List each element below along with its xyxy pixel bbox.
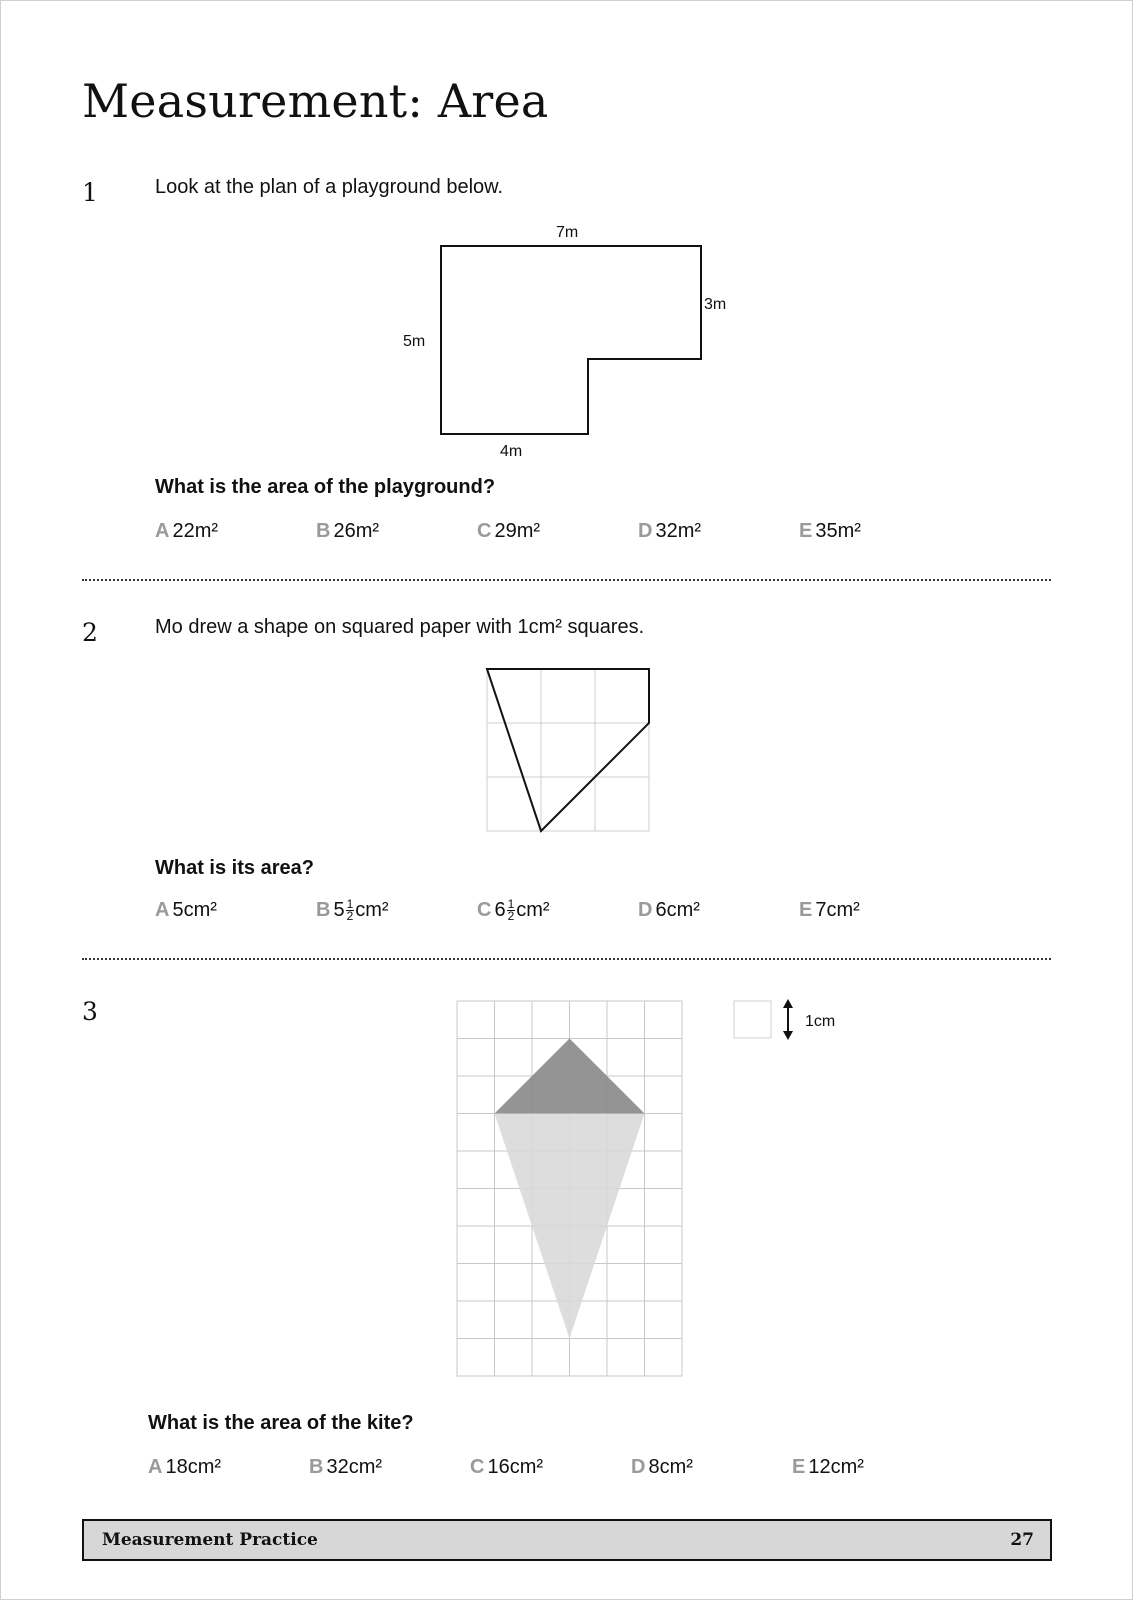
option-letter: D (631, 1456, 646, 1478)
question-2-ask: What is its area? (155, 857, 314, 879)
fraction-denominator: 2 (346, 909, 354, 924)
option-value: 12cm² (808, 1456, 864, 1478)
label-top-7m: 7m (556, 224, 579, 241)
option-letter: E (799, 899, 813, 921)
option-value: 29m² (494, 520, 541, 542)
option-unit: cm² (516, 899, 550, 921)
option-whole: 5 (333, 899, 345, 921)
fraction-numerator: 1 (346, 897, 354, 912)
option-letter: A (148, 1456, 163, 1478)
option-c[interactable] (470, 1456, 543, 1479)
option-value: 18cm² (165, 1456, 222, 1478)
option-value: 32cm² (326, 1456, 383, 1478)
label-bottom-4m: 4m (500, 443, 523, 460)
option-letter: C (477, 520, 492, 542)
option-b[interactable] (309, 1456, 382, 1479)
question-3-number: 3 (82, 997, 98, 1026)
scale-square (734, 1001, 771, 1038)
option-value: 6cm² (655, 899, 700, 921)
option-letter: D (638, 520, 653, 542)
footer-page-number: 27 (1010, 1530, 1034, 1550)
option-value: 5cm² (172, 899, 217, 921)
option-value: 26m² (333, 520, 380, 542)
option-e[interactable] (792, 1456, 864, 1479)
option-value: 32m² (655, 520, 702, 542)
option-letter: A (155, 899, 170, 921)
option-value: 7cm² (815, 899, 860, 921)
question-3-options (148, 1456, 1048, 1486)
option-whole: 6 (494, 899, 506, 921)
option-letter: A (155, 520, 170, 542)
question-2-prompt: Mo drew a shape on squared paper with 1cm² squares. (155, 616, 645, 638)
fraction-numerator: 1 (507, 897, 515, 912)
option-d[interactable] (631, 1456, 693, 1479)
label-left-5m: 5m (403, 333, 426, 350)
option-a[interactable] (148, 1456, 221, 1479)
question-1-ask: What is the area of the playground? (155, 476, 496, 498)
scale-label: 1cm (805, 1013, 836, 1030)
option-value: 35m² (815, 520, 861, 542)
scale-arrow-icon (783, 999, 793, 1040)
option-letter: B (316, 520, 331, 542)
option-value: 22m² (172, 520, 219, 542)
option-letter: C (470, 1456, 485, 1478)
footer-section-label: Measurement Practice (102, 1530, 318, 1550)
option-letter: B (316, 899, 331, 921)
fraction-denominator: 2 (507, 909, 515, 924)
option-letter: E (799, 520, 813, 542)
option-unit: cm² (355, 899, 389, 921)
question-1-prompt: Look at the plan of a playground below. (155, 176, 504, 198)
question-3-ask: What is the area of the kite? (148, 1412, 414, 1434)
option-letter: C (477, 899, 492, 921)
option-value: 16cm² (487, 1456, 544, 1478)
page-title: Measurement: Area (82, 74, 549, 128)
option-value: 8cm² (648, 1456, 693, 1478)
option-letter: D (638, 899, 653, 921)
label-right-3m: 3m (704, 296, 727, 313)
option-letter: E (792, 1456, 806, 1478)
question-1-number: 1 (82, 178, 98, 207)
option-letter: B (309, 1456, 324, 1478)
page-footer (82, 1519, 1052, 1561)
question-2-number: 2 (82, 618, 98, 647)
